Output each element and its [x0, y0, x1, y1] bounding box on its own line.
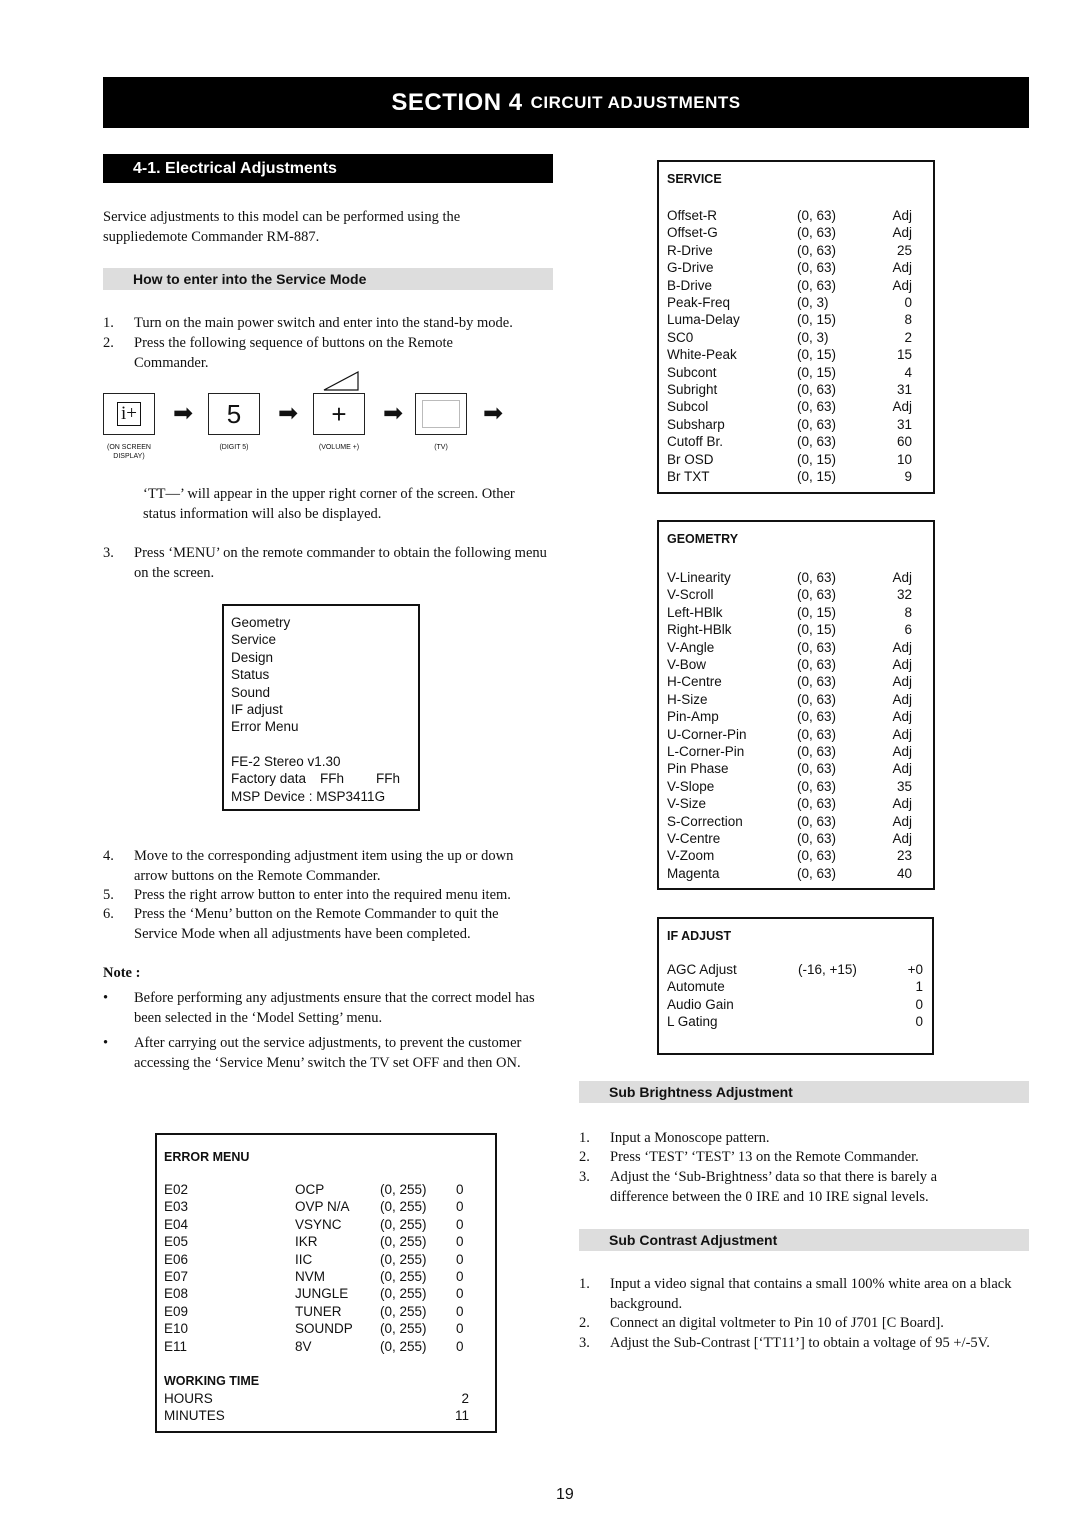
step-6: [103, 905, 543, 944]
row-value: 35: [896, 778, 912, 794]
note-label: Note :: [103, 965, 141, 981]
row-range: (0, 63): [797, 382, 837, 397]
table-row: [667, 398, 912, 415]
menu-factory-data: [231, 770, 411, 787]
menu-msp-device: MSP Device : MSP3411G: [231, 789, 386, 804]
step-text: Input a video signal that contains a small 100% white area on a black background.: [610, 1276, 1012, 1312]
table-row: [164, 1233, 464, 1250]
table-row: [667, 961, 923, 978]
table-row: [667, 830, 912, 847]
error-name: OCP: [295, 1182, 325, 1197]
arrow-right-icon: ➡: [383, 399, 404, 427]
step-number: 1.: [579, 1276, 590, 1292]
row-label: B-Drive: [667, 277, 713, 293]
step-number: 1.: [103, 315, 114, 331]
error-value: 0: [456, 1338, 464, 1354]
heading-electrical-adjustments: 4-1. Electrical Adjustments: [103, 154, 553, 183]
error-name: JUNGLE: [295, 1286, 349, 1302]
step-text: Press the right arrow button to enter into the required menu item.: [134, 887, 511, 903]
row-label: Br TXT: [667, 469, 710, 484]
section-number: SECTION 4: [391, 88, 523, 116]
step-number: 3.: [579, 1169, 590, 1185]
table-row: [164, 1181, 464, 1198]
table-row: [164, 1216, 464, 1233]
subhead-sub-brightness: Sub Brightness Adjustment: [579, 1081, 1029, 1103]
table-row: [667, 207, 912, 224]
step-1: [103, 314, 558, 334]
error-value: 0: [456, 1182, 464, 1197]
key-caption: (ON SCREEN DISPLAY): [107, 444, 151, 460]
key-caption: (TV): [434, 444, 448, 451]
error-name: OVP N/A: [295, 1199, 350, 1215]
error-range: (0, 255): [380, 1216, 427, 1232]
step-number: 6.: [103, 906, 114, 922]
digit-5-key: 5: [208, 393, 260, 435]
table-row: [667, 569, 912, 586]
row-label: V-Zoom: [667, 848, 715, 864]
table-row: [667, 708, 912, 725]
error-code: E10: [164, 1321, 189, 1337]
table-row: [164, 1390, 469, 1407]
working-time-title: WORKING TIME: [164, 1374, 260, 1388]
table-row: [164, 1338, 464, 1355]
table-row: [667, 621, 912, 638]
arrow-right-icon: ➡: [173, 399, 194, 427]
table-row: [667, 381, 912, 398]
row-range: (0, 15): [797, 451, 837, 467]
intro-text: Service adjustments to this model can be performed using the suppliedemote Commander RM-887.: [103, 209, 461, 245]
error-code: E09: [164, 1303, 189, 1319]
remote-key-sequence: [103, 393, 553, 463]
row-range: (0, 63): [797, 587, 837, 603]
row-value: 6: [904, 622, 912, 638]
row-value: Adj: [892, 709, 912, 725]
table-row: [164, 1268, 464, 1285]
step: [579, 1275, 1025, 1314]
table-row: [667, 224, 912, 241]
row-range: (0, 3): [797, 295, 829, 310]
row-label: Subright: [667, 382, 718, 397]
row-value: Adj: [892, 761, 912, 777]
row-range: (0, 63): [797, 674, 837, 690]
step-2: [103, 334, 523, 373]
error-code: E08: [164, 1286, 189, 1302]
row-label: Subsharp: [667, 416, 725, 432]
row-value: 23: [896, 848, 912, 864]
row-value: Adj: [892, 796, 912, 812]
menu-item: Geometry: [231, 615, 291, 630]
row-value: Adj: [892, 657, 912, 672]
working-time-value: 11: [454, 1408, 469, 1424]
table-row: [667, 468, 912, 485]
error-code: E03: [164, 1199, 189, 1215]
row-label: Audio Gain: [667, 996, 734, 1012]
on-screen-display-key: [103, 393, 155, 435]
error-code: E11: [164, 1338, 188, 1354]
error-range: (0, 255): [380, 1269, 427, 1284]
row-range: (0, 63): [797, 691, 837, 707]
row-range: (0, 63): [797, 831, 837, 846]
section-banner: [103, 77, 1029, 128]
arrow-right-icon: ➡: [278, 399, 299, 427]
error-range: (0, 255): [380, 1338, 427, 1354]
row-range: (0, 63): [797, 639, 837, 655]
table-row: [667, 847, 912, 864]
table-row: [667, 604, 912, 621]
table-row: [667, 451, 912, 468]
row-label: AGC Adjust: [667, 962, 737, 977]
service-menu-box: [222, 604, 420, 811]
error-range: (0, 255): [380, 1321, 427, 1337]
row-value: 40: [896, 865, 912, 881]
row-value: Adj: [892, 674, 912, 690]
tv-screen-icon: [422, 400, 460, 428]
row-label: L-Corner-Pin: [667, 744, 745, 759]
error-menu-title: ERROR MENU: [164, 1150, 250, 1164]
row-label: Luma-Delay: [667, 312, 740, 328]
table-row: [667, 277, 912, 294]
step-number: 2.: [579, 1149, 590, 1165]
page-number: 19: [556, 1486, 574, 1503]
error-name: SOUNDP: [295, 1321, 353, 1337]
error-code: E06: [164, 1251, 189, 1267]
row-label: Subcol: [667, 399, 709, 415]
row-range: (0, 63): [797, 744, 837, 759]
step-text: Turn on the main power switch and enter into the stand-by mode.: [134, 315, 513, 331]
table-row: [667, 726, 912, 743]
table-row: [164, 1407, 469, 1424]
step-number: 4.: [103, 848, 114, 864]
error-value: 0: [456, 1303, 464, 1319]
key-caption: (VOLUME +): [318, 444, 360, 451]
table-row: [667, 433, 912, 450]
error-name: TUNER: [295, 1303, 342, 1319]
row-label: G-Drive: [667, 260, 714, 276]
step: [579, 1314, 1025, 1334]
tv-key: [415, 393, 467, 435]
row-value: Adj: [892, 639, 912, 655]
tt-status-text: ‘TT—’ will appear in the upper right corner of the screen. Other status information will also be displayed.: [143, 486, 515, 522]
error-range: (0, 255): [380, 1303, 427, 1319]
row-range: (0, 63): [797, 726, 837, 742]
step-5: [103, 886, 558, 906]
row-range: (0, 63): [797, 865, 837, 881]
step-number: 1.: [579, 1130, 590, 1146]
working-time-label: MINUTES: [164, 1408, 225, 1424]
factory-label: Factory data: [231, 771, 307, 787]
row-value: Adj: [892, 260, 912, 276]
step-text: Move to the corresponding adjustment item using the up or down arrow buttons on the Remote Commander.: [134, 848, 514, 884]
menu-items: [231, 614, 299, 736]
row-label: Automute: [667, 979, 725, 995]
error-name: 8V: [295, 1338, 312, 1354]
table-row: [667, 329, 912, 346]
row-label: V-Bow: [667, 657, 707, 672]
step-4: [103, 847, 523, 886]
row-value: Adj: [892, 691, 912, 707]
note-bullet-1: [103, 989, 558, 1028]
row-label: V-Angle: [667, 639, 715, 655]
table-row: [667, 639, 912, 656]
table-row: [164, 1198, 464, 1215]
error-name: NVM: [295, 1269, 325, 1284]
step-text: Press ‘TEST’ ‘TEST’ 13 on the Remote Commander.: [610, 1149, 919, 1165]
row-range: (0, 63): [797, 399, 837, 415]
error-range: (0, 255): [380, 1251, 427, 1267]
row-label: Left-HBlk: [667, 604, 723, 620]
row-range: (0, 15): [797, 312, 837, 328]
table-row: [667, 586, 912, 603]
row-value: Adj: [892, 570, 912, 585]
step-text: Press the ‘Menu’ button on the Remote Commander to quit the Service Mode when all adjustments have been completed.: [134, 906, 499, 942]
key-caption: (DIGIT 5): [219, 444, 249, 451]
table-row: [667, 996, 923, 1013]
row-label: Offset-R: [667, 208, 718, 223]
table-row: [667, 978, 923, 995]
menu-item: IF adjust: [231, 702, 283, 718]
table-row: [667, 743, 912, 760]
factory-value: FFh: [376, 771, 401, 787]
row-range: (0, 15): [797, 604, 837, 620]
step: [579, 1148, 1010, 1168]
row-range: (0, 63): [797, 434, 837, 450]
step-text: Adjust the ‘Sub-Brightness’ data so that there is barely a difference between the 0 IRE and 10 IRE signal levels.: [610, 1169, 938, 1205]
row-label: Right-HBlk: [667, 622, 732, 638]
table-row: [667, 691, 912, 708]
note-text: accessing the ‘Service Menu’ switch the TV set OFF and then ON.: [134, 1054, 521, 1071]
row-label: H-Centre: [667, 674, 722, 690]
step-3: [103, 544, 558, 583]
error-name: IIC: [295, 1251, 313, 1267]
row-value: 0: [904, 295, 912, 310]
table-row: [667, 311, 912, 328]
row-label: V-Slope: [667, 778, 715, 794]
step-text: Input a Monoscope pattern.: [610, 1130, 770, 1146]
menu-item: Status: [231, 667, 270, 683]
service-table-title: SERVICE: [667, 172, 722, 186]
step: [579, 1168, 985, 1207]
key-symbol: i+: [117, 402, 141, 426]
geometry-table-title: GEOMETRY: [667, 532, 739, 546]
row-value: 31: [896, 416, 912, 432]
table-row: [667, 294, 912, 311]
table-row: [667, 242, 912, 259]
row-range: (0, 63): [797, 208, 837, 223]
step: [579, 1334, 990, 1354]
menu-item: Sound: [231, 684, 271, 700]
row-label: Subcont: [667, 364, 717, 380]
row-value: +0: [907, 962, 923, 977]
row-label: V-Linearity: [667, 570, 731, 585]
step-number: 2.: [103, 335, 114, 351]
error-range: (0, 255): [380, 1234, 427, 1250]
table-row: [164, 1303, 464, 1320]
menu-item: Service: [231, 632, 277, 648]
row-range: (0, 63): [797, 225, 837, 241]
error-value: 0: [456, 1286, 464, 1302]
row-label: R-Drive: [667, 242, 713, 258]
working-time-label: HOURS: [164, 1391, 213, 1406]
row-range: (0, 63): [797, 416, 837, 432]
step-text: Connect an digital voltmeter to Pin 10 of J701 [C Board].: [610, 1315, 944, 1331]
row-range: (0, 15): [797, 622, 837, 638]
step-number: 2.: [579, 1315, 590, 1331]
step-number: 5.: [103, 887, 114, 903]
row-value: Adj: [892, 225, 912, 241]
row-label: Pin-Amp: [667, 709, 719, 725]
row-value: 2: [904, 329, 912, 345]
table-row: [667, 346, 912, 363]
row-range: (0, 3): [797, 329, 829, 345]
table-row: [667, 795, 912, 812]
row-label: Pin Phase: [667, 761, 729, 777]
table-row: [667, 416, 912, 433]
table-row: [164, 1320, 464, 1337]
row-value: Adj: [892, 744, 912, 759]
row-label: U-Corner-Pin: [667, 726, 747, 742]
row-range: (0, 63): [797, 242, 837, 258]
row-range: (0, 63): [797, 796, 837, 812]
row-value: Adj: [892, 726, 912, 742]
row-range: (0, 63): [797, 848, 837, 864]
table-row: [667, 364, 912, 381]
table-row: [667, 760, 912, 777]
error-code: E07: [164, 1269, 189, 1284]
table-row: [667, 1013, 923, 1030]
working-time-value: 2: [461, 1391, 469, 1406]
table-row: [667, 673, 912, 690]
subhead-sub-contrast: Sub Contrast Adjustment: [579, 1229, 1029, 1251]
row-value: 0: [915, 1014, 923, 1030]
step-text: Press the following sequence of buttons on the Remote Commander.: [134, 335, 453, 371]
step: [579, 1129, 1010, 1149]
error-value: 0: [456, 1216, 464, 1232]
row-label: Br OSD: [667, 451, 714, 467]
error-range: (0, 255): [380, 1182, 427, 1197]
table-row: [667, 778, 912, 795]
row-label: S-Correction: [667, 813, 743, 829]
row-value: Adj: [892, 831, 912, 846]
error-value: 0: [456, 1251, 464, 1267]
menu-item: Error Menu: [231, 719, 299, 735]
row-label: V-Centre: [667, 831, 721, 846]
row-label: Offset-G: [667, 225, 718, 241]
row-label: L Gating: [667, 1014, 718, 1030]
error-menu-box: [155, 1133, 497, 1433]
if-adjust-title: IF ADJUST: [667, 929, 732, 943]
row-value: 4: [904, 364, 912, 380]
row-range: (0, 63): [797, 813, 837, 829]
bullet-icon: •: [103, 990, 109, 1006]
error-range: (0, 255): [380, 1286, 427, 1302]
row-label: SC0: [667, 329, 694, 345]
row-value: Adj: [892, 399, 912, 415]
row-value: 31: [896, 382, 912, 397]
row-range: (0, 63): [797, 277, 837, 293]
row-range: (0, 63): [797, 778, 837, 794]
section-title: CIRCUIT ADJUSTMENTS: [530, 92, 741, 112]
menu-item: Design: [231, 649, 274, 665]
bullet-icon: •: [103, 1035, 109, 1051]
row-value: 8: [904, 312, 912, 328]
geometry-table-box: [657, 520, 935, 890]
if-adjust-box: [657, 917, 934, 1055]
row-label: H-Size: [667, 691, 708, 707]
row-value: 0: [915, 996, 923, 1012]
row-value: 8: [904, 604, 912, 620]
table-row: [667, 656, 912, 673]
row-range: (0, 63): [797, 570, 837, 585]
row-label: V-Scroll: [667, 587, 714, 603]
volume-plus-key: +: [313, 393, 365, 435]
service-table-box: [657, 160, 935, 494]
table-row: [667, 259, 912, 276]
error-code: E04: [164, 1216, 189, 1232]
row-range: (0, 63): [797, 709, 837, 725]
row-range: (0, 15): [797, 347, 837, 363]
row-value: 1: [915, 979, 923, 995]
step-text: Press ‘MENU’ on the remote commander to obtain the following menu on the screen.: [134, 545, 547, 581]
row-value: 9: [904, 469, 912, 484]
table-row: [164, 1285, 464, 1302]
error-value: 0: [456, 1234, 464, 1250]
menu-version: FE-2 Stereo v1.30: [231, 754, 341, 769]
error-code: E02: [164, 1182, 189, 1197]
row-range: (0, 15): [797, 364, 837, 380]
row-range: (0, 63): [797, 657, 837, 672]
note-bullet-2: [103, 1034, 558, 1073]
row-value: 10: [896, 451, 912, 467]
row-range: (0, 63): [797, 761, 837, 777]
row-value: 32: [896, 587, 912, 603]
row-value: Adj: [892, 813, 912, 829]
row-label: Magenta: [667, 865, 720, 881]
error-range: (0, 255): [380, 1199, 427, 1215]
volume-wedge-icon: [323, 371, 359, 391]
table-row: [667, 865, 912, 882]
row-value: 15: [896, 347, 912, 363]
note-text: Before performing any adjustments ensure that the correct model has been selected in the ‘Model Setting’ menu.: [134, 990, 535, 1026]
arrow-right-icon: ➡: [483, 399, 504, 427]
error-code: E05: [164, 1234, 189, 1250]
step-number: 3.: [579, 1335, 590, 1351]
error-name: IKR: [295, 1234, 318, 1250]
row-range: (-16, +15): [798, 962, 857, 977]
error-value: 0: [456, 1321, 464, 1337]
error-name: VSYNC: [295, 1216, 342, 1232]
row-label: V-Size: [667, 796, 707, 812]
note-text: After carrying out the service adjustments, to prevent the customer: [134, 1035, 522, 1051]
subhead-service-mode: How to enter into the Service Mode: [103, 268, 553, 290]
row-range: (0, 15): [797, 469, 837, 484]
table-row: [164, 1251, 464, 1268]
row-range: (0, 63): [797, 260, 837, 276]
table-row: [667, 813, 912, 830]
row-label: Peak-Freq: [667, 295, 731, 310]
error-value: 0: [456, 1199, 464, 1215]
row-value: Adj: [892, 277, 912, 293]
factory-value: FFh: [320, 771, 345, 787]
row-label: Cutoff Br.: [667, 434, 724, 450]
row-label: White-Peak: [667, 347, 737, 363]
row-value: 25: [896, 242, 912, 258]
error-value: 0: [456, 1269, 464, 1284]
step-number: 3.: [103, 545, 114, 561]
step-text: Adjust the Sub-Contrast [‘TT11’] to obtain a voltage of 95 +/-5V.: [610, 1335, 990, 1351]
row-value: 60: [896, 434, 912, 450]
row-value: Adj: [892, 208, 912, 223]
